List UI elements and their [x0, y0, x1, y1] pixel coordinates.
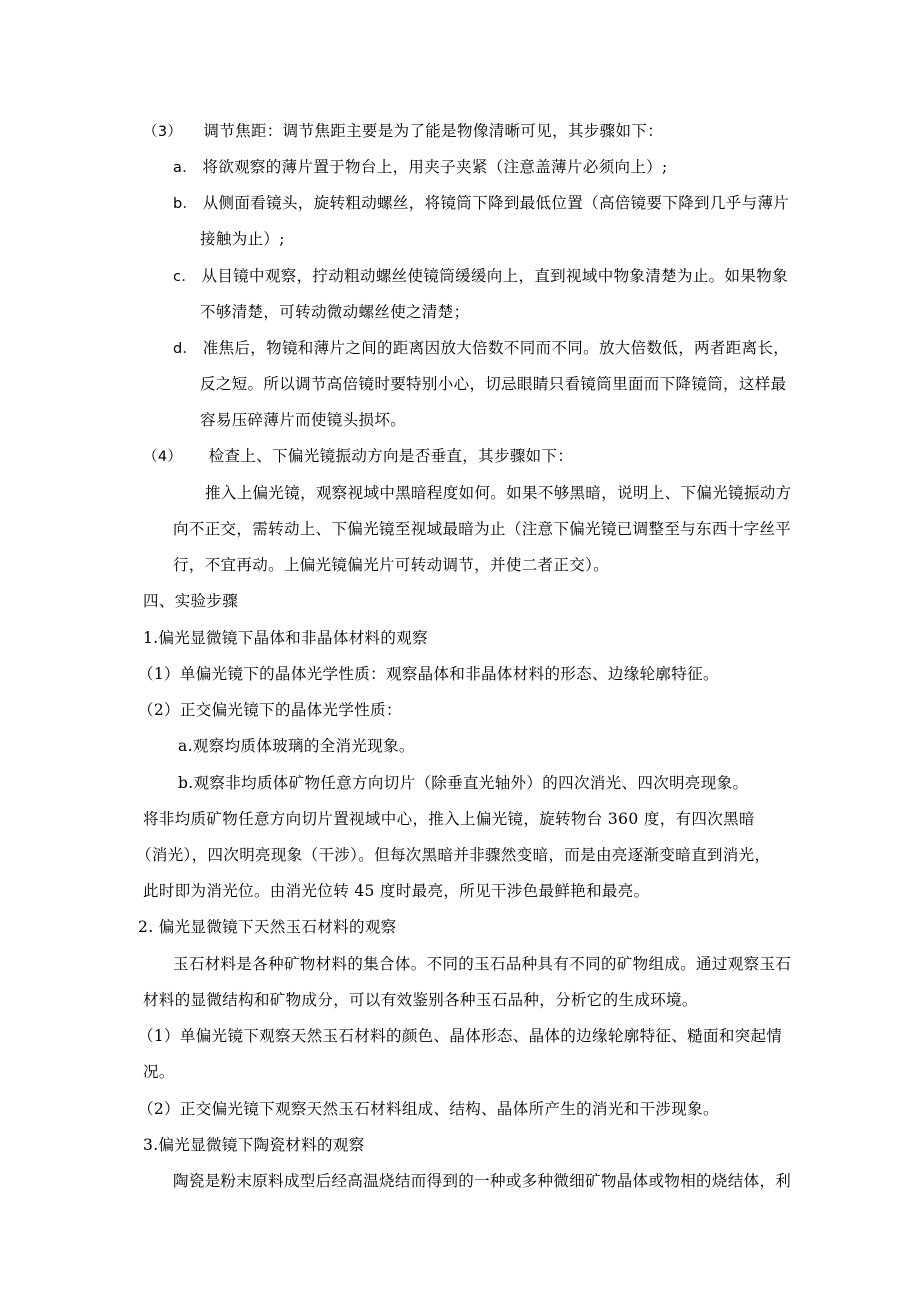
jade-item-2: （2）正交偏光镜下观察天然玉石材料组成、结构、晶体所产生的消光和干涉现象。	[138, 1100, 719, 1118]
substep-b-text: 从侧面看镜头，旋转粗动螺丝，将镜筒下降到最低位置（高倍镜要下降到几乎与薄片	[202, 194, 790, 212]
step-4-heading	[143, 446, 573, 467]
substep-c-marker: c．	[173, 269, 197, 285]
jade-para-2: 材料的显微结构和矿物成分，可以有效鉴别各种玉石品种，分析它的生成环境。	[143, 991, 698, 1009]
step-4-marker: （4）	[143, 449, 183, 465]
step-4-para-2: 向不正交，需转动上、下偏光镜至视域最暗为止（注意下偏光镜已调整至与东西十字丝平	[173, 520, 792, 538]
jade-item-1: （1）单偏光镜下观察天然玉石材料的颜色、晶体形态、晶体的边缘轮廓特征、糙面和突起情	[138, 1027, 783, 1045]
substep-a	[173, 157, 668, 178]
substep-d-text: 准焦后，物镜和薄片之间的距离因放大倍数不同而不同。放大倍数低，两者距离长，	[202, 339, 790, 357]
para-extinction-1: 将非均质矿物任意方向切片置视域中心，推入上偏光镜，旋转物台 360 度，有四次黑暗	[143, 810, 755, 828]
step-4-para-1: 推入上偏光镜，观察视域中黑暗程度如何。如果不够黑暗，说明上、下偏光镜振动方	[205, 484, 792, 502]
subsection-1-title: 1.偏光显微镜下晶体和非晶体材料的观察	[143, 629, 428, 647]
step-3-text: 调节焦距：调节焦距主要是为了能是物像清晰可见，其步骤如下：	[203, 122, 664, 140]
substep-a-text: 将欲观察的薄片置于物台上，用夹子夹紧（注意盖薄片必须向上）;	[202, 158, 668, 176]
jade-para-1: 玉石材料是各种矿物材料的集合体。不同的玉石品种具有不同的矿物组成。通过观察玉石	[173, 955, 792, 973]
ceramic-para-1: 陶瓷是粉末原料成型后经高温烧结而得到的一种或多种微细矿物晶体或物相的烧结体，利	[173, 1172, 792, 1190]
substep-a-marker: a．	[173, 160, 198, 176]
subsection-1-item-1: （1）单偏光镜下的晶体光学性质：观察晶体和非晶体材料的形态、边缘轮廓特征。	[138, 665, 719, 683]
jade-item-1-cont: 况。	[143, 1063, 175, 1081]
substep-d-cont-2: 容易压碎薄片而使镜头损坏。	[200, 411, 407, 429]
substep-b-marker: b．	[173, 196, 198, 212]
para-extinction-2: （消光），四次明亮现象（干涉）。但每次黑暗并非骤然变暗，而是由亮逐渐变暗直到消光，	[136, 846, 771, 864]
substep-d	[173, 338, 789, 359]
substep-b	[173, 193, 789, 214]
step-3-marker: （3）	[143, 124, 183, 140]
step-4-text: 检查上、下偏光镜振动方向是否垂直，其步骤如下：	[208, 447, 574, 465]
substep-d-marker: d．	[173, 341, 198, 357]
subsection-3-title: 3.偏光显微镜下陶瓷材料的观察	[143, 1136, 365, 1154]
section-4-title: 四、实验步骤	[143, 592, 239, 610]
substep-c-text: 从目镜中观察，拧动粗动螺丝使镜筒缓缓向上，直到视域中物象清楚为止。如果物象	[201, 267, 788, 285]
substep-c-cont: 不够清楚，可转动微动螺丝使之清楚；	[200, 303, 470, 321]
subsection-1-item-2: （2）正交偏光镜下的晶体光学性质：	[138, 701, 402, 719]
substep-b-cont: 接触为止）;	[200, 230, 285, 248]
item-2-b: b.观察非均质体矿物任意方向切片（除垂直光轴外）的四次消光、四次明亮现象。	[178, 774, 749, 792]
item-2-a: a.观察均质体玻璃的全消光现象。	[178, 737, 415, 755]
substep-d-cont-1: 反之短。所以调节高倍镜时要特别小心，切忌眼睛只看镜筒里面而下降镜筒，这样最	[200, 375, 787, 393]
step-4-para-3: 行，不宜再动。上偏光镜偏光片可转动调节，并使二者正交）。	[173, 556, 610, 574]
substep-c	[173, 266, 788, 287]
para-extinction-3: 此时即为消光位。由消光位转 45 度时最亮，所见干涉色最鲜艳和最亮。	[143, 882, 650, 900]
subsection-2-title: 2. 偏光显微镜下天然玉石材料的观察	[138, 918, 397, 936]
step-3-heading	[143, 121, 663, 142]
